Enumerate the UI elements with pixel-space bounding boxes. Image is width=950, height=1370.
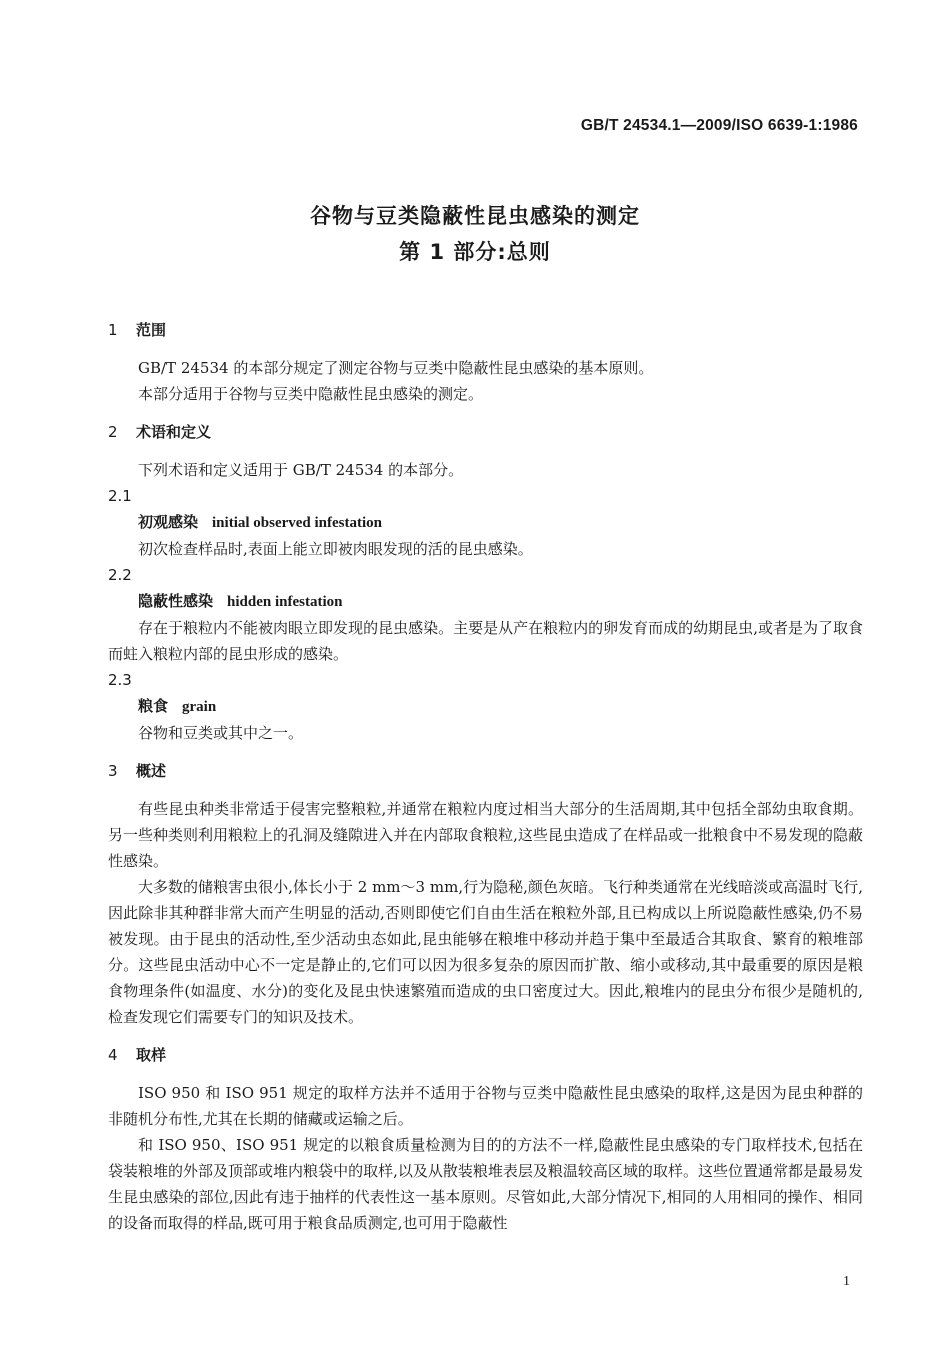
term-number: 2.1 <box>108 487 132 505</box>
standard-code: GB/T 24534.1—2009/ISO 6639-1:1986 <box>580 117 858 134</box>
section-heading <box>108 1042 863 1068</box>
term-english: initial observed infestation <box>212 515 383 531</box>
paragraph: 大多数的储粮害虫很小,体长小于 2 mm～3 mm,行为隐秘,颜色灰暗。飞行种类通常在光线暗淡或高温时飞行,因此除非其种群非常大而产生明显的活动,否则即使它们自由生活在粮粒外部,且已构成以上所说隐蔽性感染,仍不易被发现。由于昆虫的活动性,至少活动虫态如此,昆虫能够在粮堆中移动并趋于集中至最适合其取食、繁育的粮堆部分。这些昆虫活动中心不一定是静止的,它们可以因为很多复杂的原因而扩散、缩小或移动,其中最重要的原因是粮食物理条件(如温度、水分)的变化及昆虫快速繁殖而造成的虫口密度过大。因此,粮堆内的昆虫分布很少是随机的,检查发现它们需要专门的知识及技术。 <box>108 878 863 1026</box>
section-heading <box>108 419 863 445</box>
page-number: 1 <box>843 1274 850 1289</box>
term-english: hidden infestation <box>227 594 343 610</box>
section-terms <box>108 419 863 746</box>
section-number: 3 <box>108 762 118 780</box>
document-body <box>108 317 863 1248</box>
section-scope <box>108 317 863 407</box>
paragraph: 有些昆虫种类非常适于侵害完整粮粒,并通常在粮粒内度过相当大部分的生活周期,其中包括全部幼虫取食期。另一些种类则利用粮粒上的孔洞及缝隙进入并在内部取食粮粒,这些昆虫造成了在样品或一批粮食中不易发现的隐蔽性感染。 <box>108 800 863 870</box>
section-title: 取样 <box>136 1046 167 1064</box>
term-number: 2.2 <box>108 566 132 584</box>
term-number: 2.3 <box>108 671 132 689</box>
section-heading <box>108 758 863 784</box>
section-title: 术语和定义 <box>136 423 212 441</box>
section-title: 范围 <box>136 321 167 339</box>
paragraph: GB/T 24534 的本部分规定了测定谷物与豆类中隐蔽性昆虫感染的基本原则。 <box>138 359 654 377</box>
paragraph: 下列术语和定义适用于 GB/T 24534 的本部分。 <box>138 461 464 479</box>
term-definition: 谷物和豆类或其中之一。 <box>138 724 304 742</box>
term-chinese: 隐蔽性感染 <box>138 592 214 610</box>
section-title: 概述 <box>136 762 167 780</box>
paragraph: 和 ISO 950、ISO 951 规定的以粮食质量检测为目的的方法不一样,隐蔽性昆虫感染的专门取样技术,包括在袋装粮堆的外部及顶部或堆内粮袋中的取样,以及从散装粮堆表层及粮温较高区域的取样。这些位置通常都是最易发生昆虫感染的部位,因此有违于抽样的代表性这一基本原则。尽管如此,大部分情况下,相同的人用相同的操作、相同的设备而取得的样品,既可用于粮食品质测定,也可用于隐蔽性 <box>108 1136 863 1232</box>
term-definition: 初次检查样品时,表面上能立即被肉眼发现的活的昆虫感染。 <box>138 540 533 558</box>
section-number: 4 <box>108 1046 118 1064</box>
document-title: 谷物与豆类隐蔽性昆虫感染的测定 <box>310 204 640 228</box>
paragraph: ISO 950 和 ISO 951 规定的取样方法并不适用于谷物与豆类中隐蔽性昆虫感染的取样,这是因为昆虫种群的非随机分布性,尤其在长期的储藏或运输之后。 <box>108 1084 863 1128</box>
section-heading <box>108 317 863 343</box>
term-entry <box>138 588 863 615</box>
section-number: 1 <box>108 321 118 339</box>
term-entry <box>138 693 863 720</box>
term-chinese: 初观感染 <box>138 513 199 531</box>
section-overview <box>108 758 863 1030</box>
paragraph: 本部分适用于谷物与豆类中隐蔽性昆虫感染的测定。 <box>138 385 484 403</box>
section-sampling <box>108 1042 863 1236</box>
term-entry <box>138 509 863 536</box>
document-subtitle: 第 1 部分:总则 <box>399 240 551 264</box>
term-definition: 存在于粮粒内不能被肉眼立即发现的昆虫感染。主要是从产在粮粒内的卵发育而成的幼期昆虫,或者是为了取食而蛀入粮粒内部的昆虫形成的感染。 <box>108 619 863 663</box>
section-number: 2 <box>108 423 118 441</box>
term-chinese: 粮食 <box>138 697 169 715</box>
term-english: grain <box>182 699 217 715</box>
